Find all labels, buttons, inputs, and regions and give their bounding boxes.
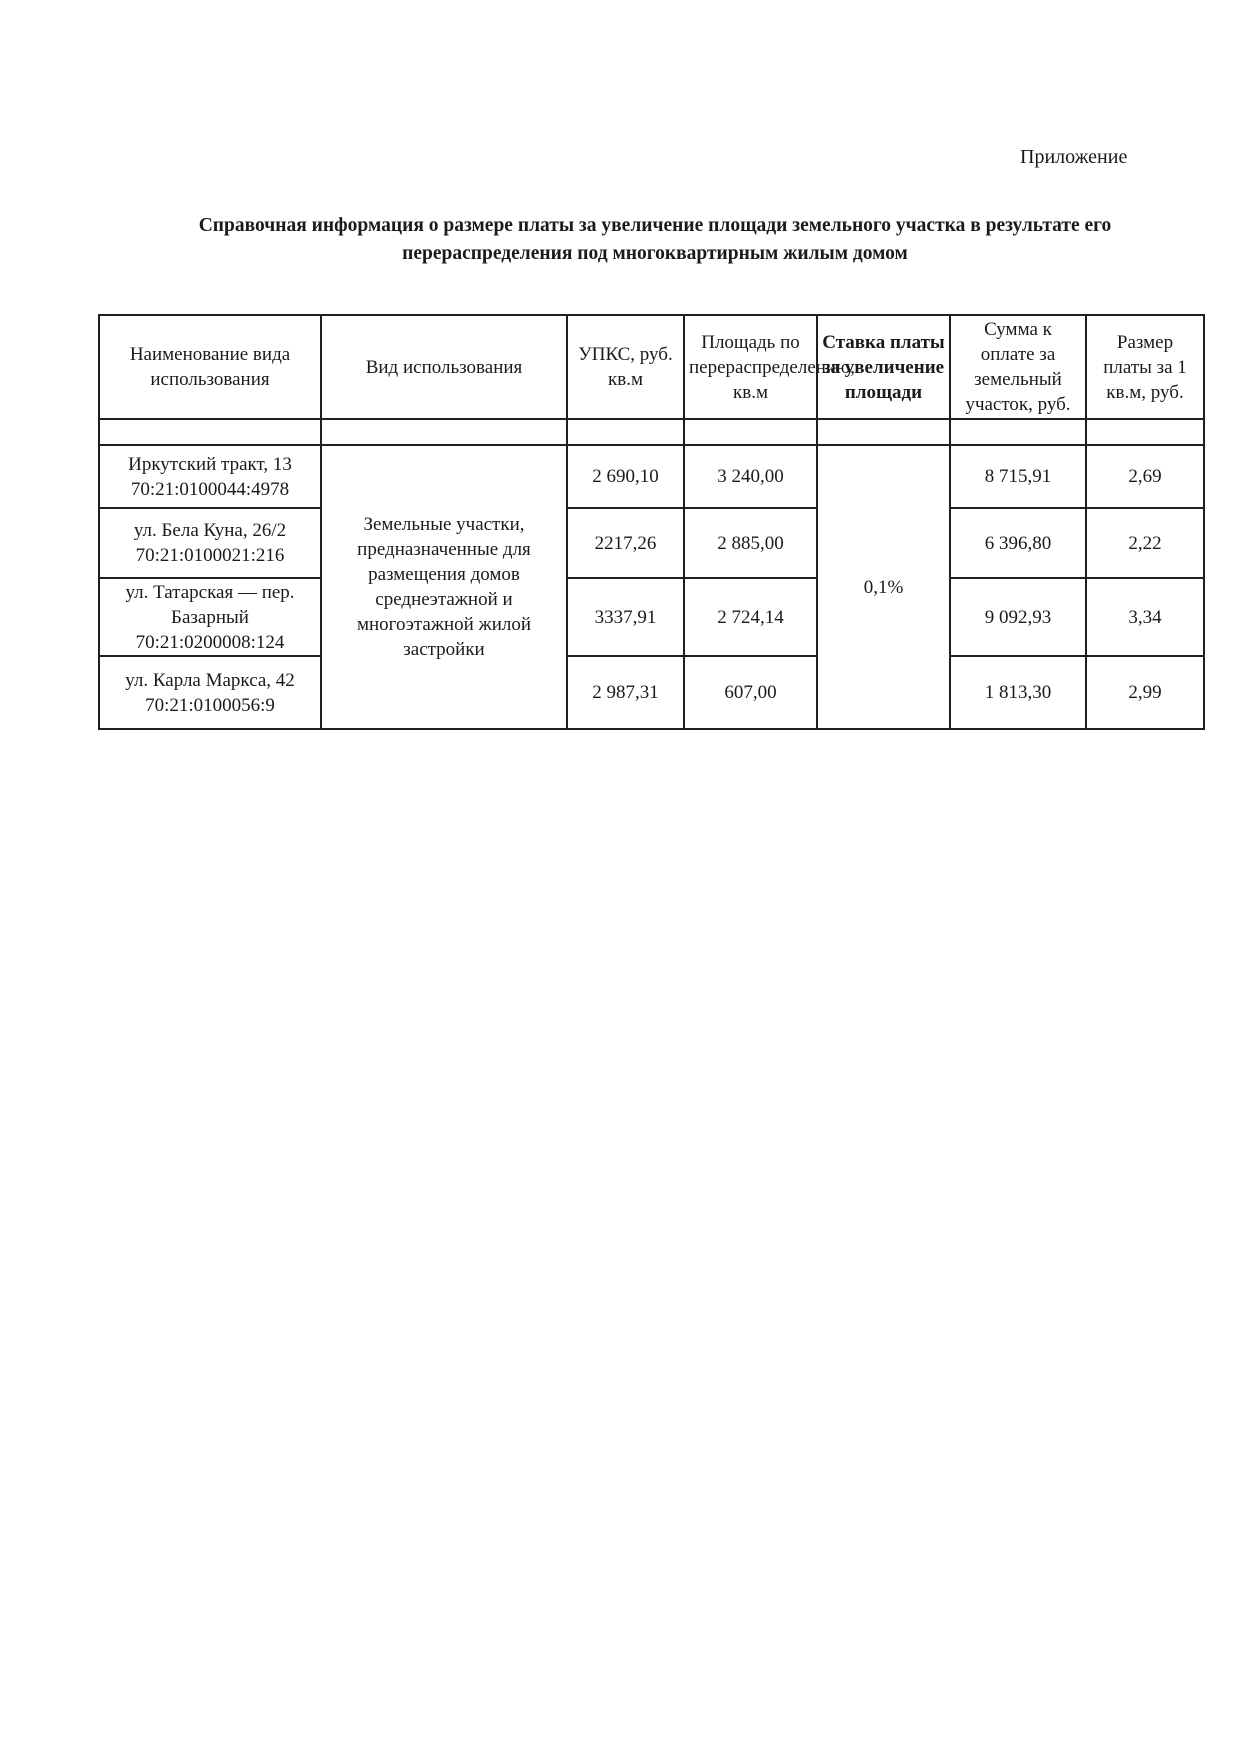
sum-cell: 8 715,91	[950, 445, 1086, 508]
cadastral-number: 70:21:0100044:4978	[130, 478, 290, 500]
sum-cell: 1 813,30	[950, 656, 1086, 729]
title-line-1: Справочная информация о размере платы за увеличение площади земельного участка в результате его	[198, 215, 1112, 236]
area-cell: 3 240,00	[684, 445, 817, 508]
address: ул. Бела Куна, 26/2	[133, 520, 287, 541]
spacer-row	[99, 419, 1204, 445]
usage-type-cell: Земельные участки, предназначенные для размещения домов среднеэтажной и многоэтажной жилой застройки	[321, 445, 567, 729]
per-sqm-cell: 3,34	[1086, 578, 1204, 656]
sum-cell: 9 092,93	[950, 578, 1086, 656]
area-cell: 607,00	[684, 656, 817, 729]
upks-cell: 2 987,31	[567, 656, 684, 729]
col-header-area: Площадь по перераспределению, кв.м	[684, 315, 817, 419]
rate-cell: 0,1%	[817, 445, 950, 729]
appendix-label: Приложение	[1020, 146, 1128, 168]
header-row	[99, 315, 1204, 419]
upks-cell: 3337,91	[567, 578, 684, 656]
col-header-rate: Ставка платы за увеличение площади	[817, 315, 950, 419]
sum-cell: 6 396,80	[950, 508, 1086, 578]
col-header-sum: Сумма к оплате за земельный участок, руб.	[950, 315, 1086, 419]
col-header-per-sqm: Размер платы за 1 кв.м, руб.	[1086, 315, 1204, 419]
table-row	[99, 656, 1204, 729]
upks-cell: 2 690,10	[567, 445, 684, 508]
col-header-use-name: Наименование вида использования	[99, 315, 321, 419]
address: Иркутский тракт, 13	[128, 453, 292, 475]
area-cell: 2 885,00	[684, 508, 817, 578]
cadastral-number: 70:21:0100056:9	[145, 694, 275, 716]
address: ул. Татарская — пер. Базарный	[125, 581, 295, 628]
address: ул. Карла Маркса, 42	[125, 669, 295, 691]
fee-table	[98, 314, 1205, 730]
address-cell	[99, 578, 321, 656]
document-title	[110, 212, 1200, 268]
table-row	[99, 445, 1204, 508]
col-header-usage-type: Вид использования	[321, 315, 567, 419]
col-header-upks: УПКС, руб. кв.м	[567, 315, 684, 419]
area-cell: 2 724,14	[684, 578, 817, 656]
cadastral-number: 70:21:0100021:216	[135, 545, 285, 566]
title-line-2: перераспределения под многоквартирным жилым домом	[402, 243, 908, 264]
upks-cell: 2217,26	[567, 508, 684, 578]
cadastral-number: 70:21:0200008:124	[135, 631, 285, 653]
table-row	[99, 508, 1204, 578]
address-cell	[99, 656, 321, 729]
address-cell	[99, 508, 321, 578]
per-sqm-cell: 2,99	[1086, 656, 1204, 729]
per-sqm-cell: 2,22	[1086, 508, 1204, 578]
table-row	[99, 578, 1204, 656]
per-sqm-cell: 2,69	[1086, 445, 1204, 508]
address-cell	[99, 445, 321, 508]
